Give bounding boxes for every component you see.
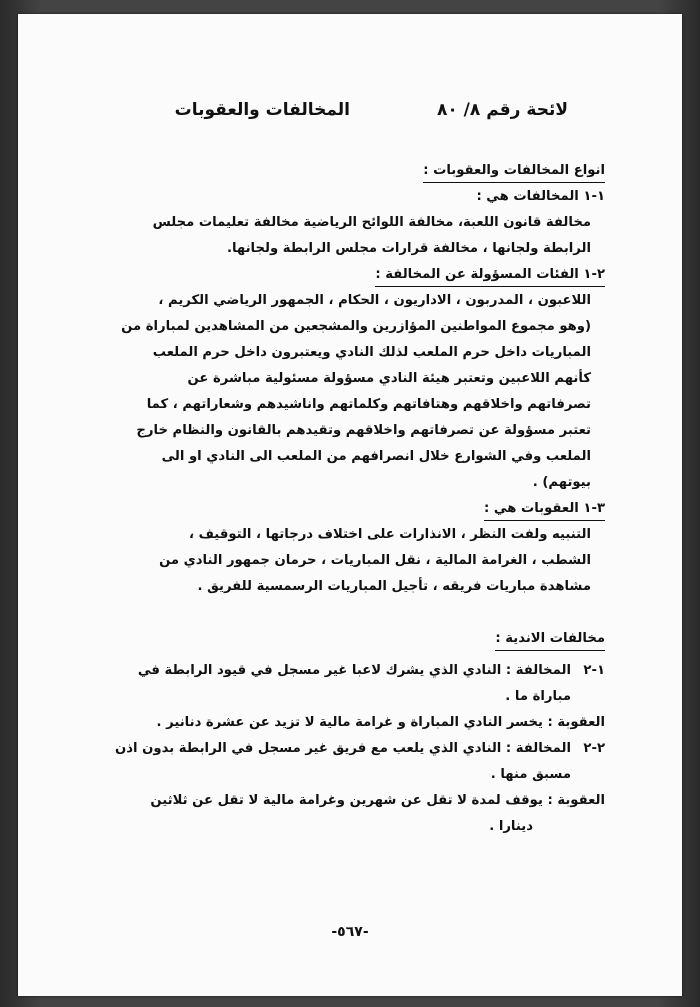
section-heading-club-violations: مخالفات الاندية : (495, 628, 605, 651)
document-title: المخالفات والعقوبات (174, 100, 350, 120)
text-line: بيوتهم) . (532, 475, 591, 490)
text-line: اللاعبون ، المدربون ، الاداريون ، الحكام ، الجمهور الرياضي الكريم ، (158, 293, 591, 308)
document-page (18, 14, 682, 996)
violation-penalty (105, 710, 605, 736)
subheading-penalties: ٣-١ العقوبات هي : (484, 498, 605, 521)
violation-text: المخالفة : النادي الذي يلعب مع فريق غير مسجل في الرابطة بدون اذن (115, 741, 571, 756)
paragraph-penalties (105, 522, 605, 600)
text-line: التنبيه ولفت النظر ، الانذارات على اختلاف درجاتها ، التوقيف ، (189, 527, 591, 542)
text-line: الشطب ، الغرامة المالية ، نقل المباريات ، حرمان جمهور النادي من (159, 553, 591, 568)
violation-number: ١-٢ (583, 663, 605, 678)
text-line: الرابطة ولجانها ، مخالفة قرارات مجلس الرابطة ولجانها. (226, 241, 591, 256)
penalty-text: العقوبة : يوقف لمدة لا تقل عن شهرين وغرامة مالية لا تقل عن ثلاثين (150, 793, 605, 808)
text-line: كأنهم اللاعبين وتعتبر هيئة النادي مسؤولة مسئولية مباشرة عن (187, 371, 591, 386)
penalty-text-cont: دينارا . (489, 819, 533, 834)
text-line: تصرفاتهم واخلاقهم وهتافاتهم وكلماتهم واناشيدهم وشعاراتهم ، كما (146, 397, 591, 412)
regulation-number: لائحة رقم ٨/ ٨٠ (437, 100, 568, 120)
text-line: مخالفة قانون اللعبة، مخالفة اللوائح الرياضية مخالفة تعليمات مجلس (152, 215, 591, 230)
page-number: -٥٦٧- (331, 924, 369, 940)
violation-penalty (105, 788, 605, 840)
violation-number: ٢-٢ (583, 741, 605, 756)
subheading-violations: ١-١ المخالفات هي : (476, 189, 605, 204)
paragraph-responsible-groups (105, 288, 605, 496)
text-line: (وهو مجموع المواطنين المؤازرين والمشجعين من المشاهدين لمباراة من (121, 319, 591, 334)
text-line: مشاهدة مباريات فريقه ، تأجيل المباريات الرسمسية للفريق . (197, 579, 591, 594)
text-line: الملعب وفي الشوارع خلال انصرافهم من الملعب الى النادي او الى (161, 449, 591, 464)
document-header (88, 100, 568, 130)
violation-item (105, 658, 605, 710)
violation-text-cont: مسبق منها . (490, 767, 571, 782)
section-heading-violation-types: انواع المخالفات والعقوبات : (423, 160, 605, 183)
document-body (105, 158, 605, 840)
paragraph-violations (105, 210, 605, 262)
violation-text-cont: مباراة ما . (505, 689, 571, 704)
penalty-text: العقوبة : يخسر النادي المباراة و غرامة مالية لا تزيد عن عشرة دنانير . (156, 715, 605, 730)
subheading-responsible-groups: ٢-١ الفئات المسؤولة عن المخالفة : (375, 264, 605, 287)
text-line: تعتبر مسؤولة عن تصرفاتهم واخلاقهم وتقيدهم بالقانون والنظام خارج (136, 423, 591, 438)
text-line: المباريات داخل حرم الملعب لذلك النادي ويعتبرون داخل حرم الملعب (152, 345, 591, 360)
violation-text: المخالفة : النادي الذي يشرك لاعبا غير مسجل في قيود الرابطة في (137, 663, 571, 678)
violation-item (105, 736, 605, 788)
